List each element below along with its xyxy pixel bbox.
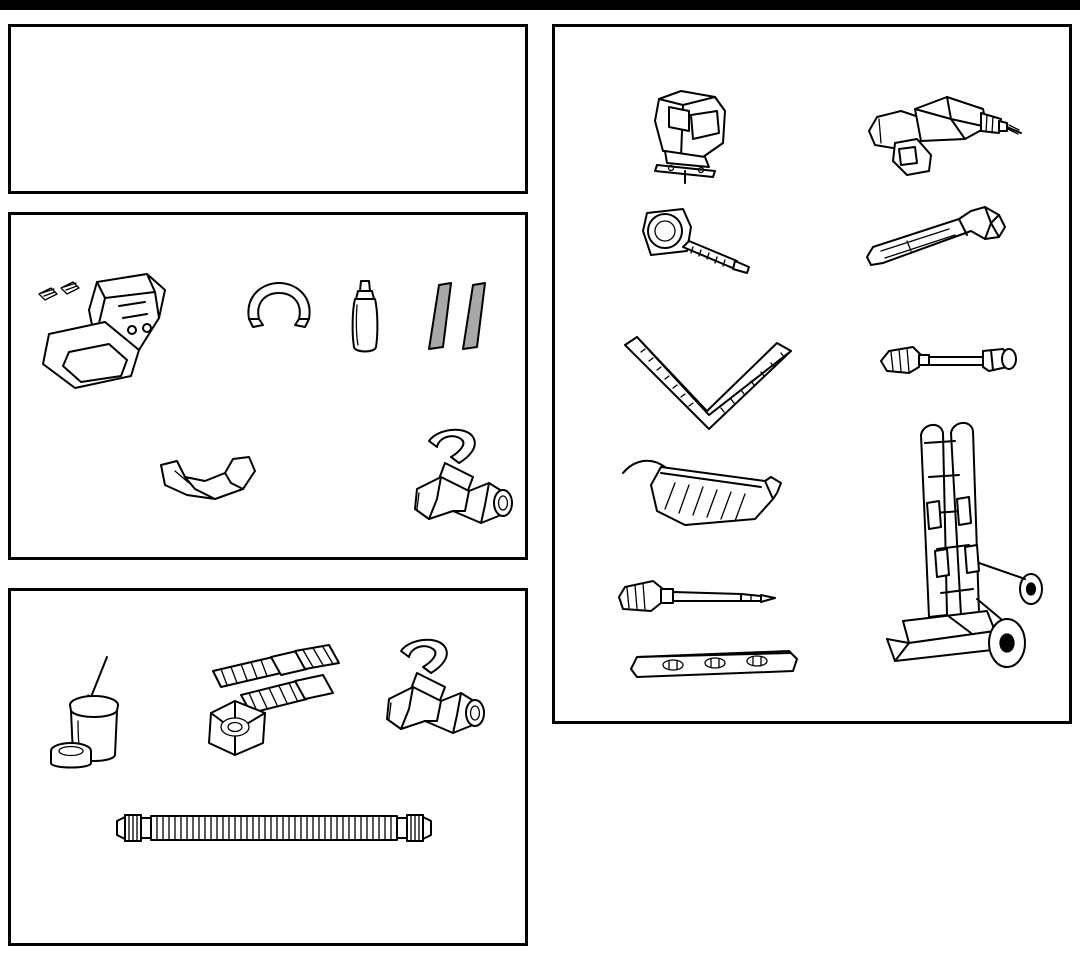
shutoff-valve-icon bbox=[415, 430, 512, 523]
safety-glasses-figure bbox=[615, 453, 795, 543]
gasket-ring-figure bbox=[239, 279, 319, 339]
hand-truck-icon bbox=[887, 423, 1042, 667]
supplies-panel bbox=[8, 588, 528, 946]
notes-panel-caption bbox=[10, 26, 11, 27]
nut-driver-figure bbox=[873, 337, 1023, 387]
pipe-fittings-figure bbox=[197, 647, 357, 777]
supplies-panel-caption bbox=[10, 590, 11, 591]
adjustable-wrench-figure bbox=[859, 205, 1019, 275]
tools-panel-caption bbox=[554, 26, 555, 27]
flexible-gas-connector-figure bbox=[111, 805, 441, 851]
shutoff-valve-figure bbox=[383, 633, 493, 745]
pipe-union-icon bbox=[209, 701, 265, 755]
tape-measure-figure bbox=[633, 205, 773, 285]
open-end-wrench-icon bbox=[161, 457, 255, 499]
parts-panel bbox=[8, 212, 528, 560]
pipe-cap-icon bbox=[51, 743, 91, 768]
shim-strips-icon bbox=[429, 283, 485, 349]
flexible-connector-icon bbox=[117, 815, 431, 841]
notes-panel bbox=[8, 24, 528, 194]
mounting-bracket-icon bbox=[43, 274, 165, 388]
mounting-bracket-with-screws-figure bbox=[35, 260, 175, 400]
jigsaw-figure bbox=[641, 77, 761, 187]
power-drill-icon bbox=[869, 97, 1021, 175]
hand-truck-figure bbox=[885, 403, 1065, 693]
gasket-ring-icon bbox=[248, 283, 309, 327]
tools-panel bbox=[552, 24, 1072, 724]
adjustable-wrench-icon bbox=[867, 207, 1005, 265]
parts-panel-caption bbox=[10, 214, 11, 215]
power-drill-figure bbox=[855, 89, 1025, 179]
nut-driver-icon bbox=[881, 347, 1016, 373]
screws-icon bbox=[39, 282, 79, 300]
tape-measure-icon bbox=[643, 209, 749, 273]
pipe-dope-jar-figure bbox=[47, 651, 157, 771]
jigsaw-icon bbox=[655, 91, 725, 183]
spirit-level-figure bbox=[625, 647, 805, 687]
page-top-rule bbox=[0, 0, 1080, 10]
pipe-nipple-lower-icon bbox=[241, 675, 333, 713]
carpenters-square-figure bbox=[611, 323, 811, 433]
carpenters-square-icon bbox=[625, 337, 791, 429]
shutoff-valve-figure bbox=[411, 423, 521, 535]
open-end-wrench-figure bbox=[151, 455, 281, 525]
phillips-screwdriver-figure bbox=[611, 575, 791, 625]
safety-glasses-icon bbox=[623, 461, 781, 525]
shim-strips-figure bbox=[423, 277, 503, 357]
shutoff-valve-icon bbox=[387, 640, 484, 733]
glue-bottle-figure bbox=[343, 277, 387, 359]
spirit-level-icon bbox=[631, 651, 797, 677]
glue-bottle-icon bbox=[353, 281, 378, 352]
phillips-screwdriver-icon bbox=[619, 581, 775, 611]
